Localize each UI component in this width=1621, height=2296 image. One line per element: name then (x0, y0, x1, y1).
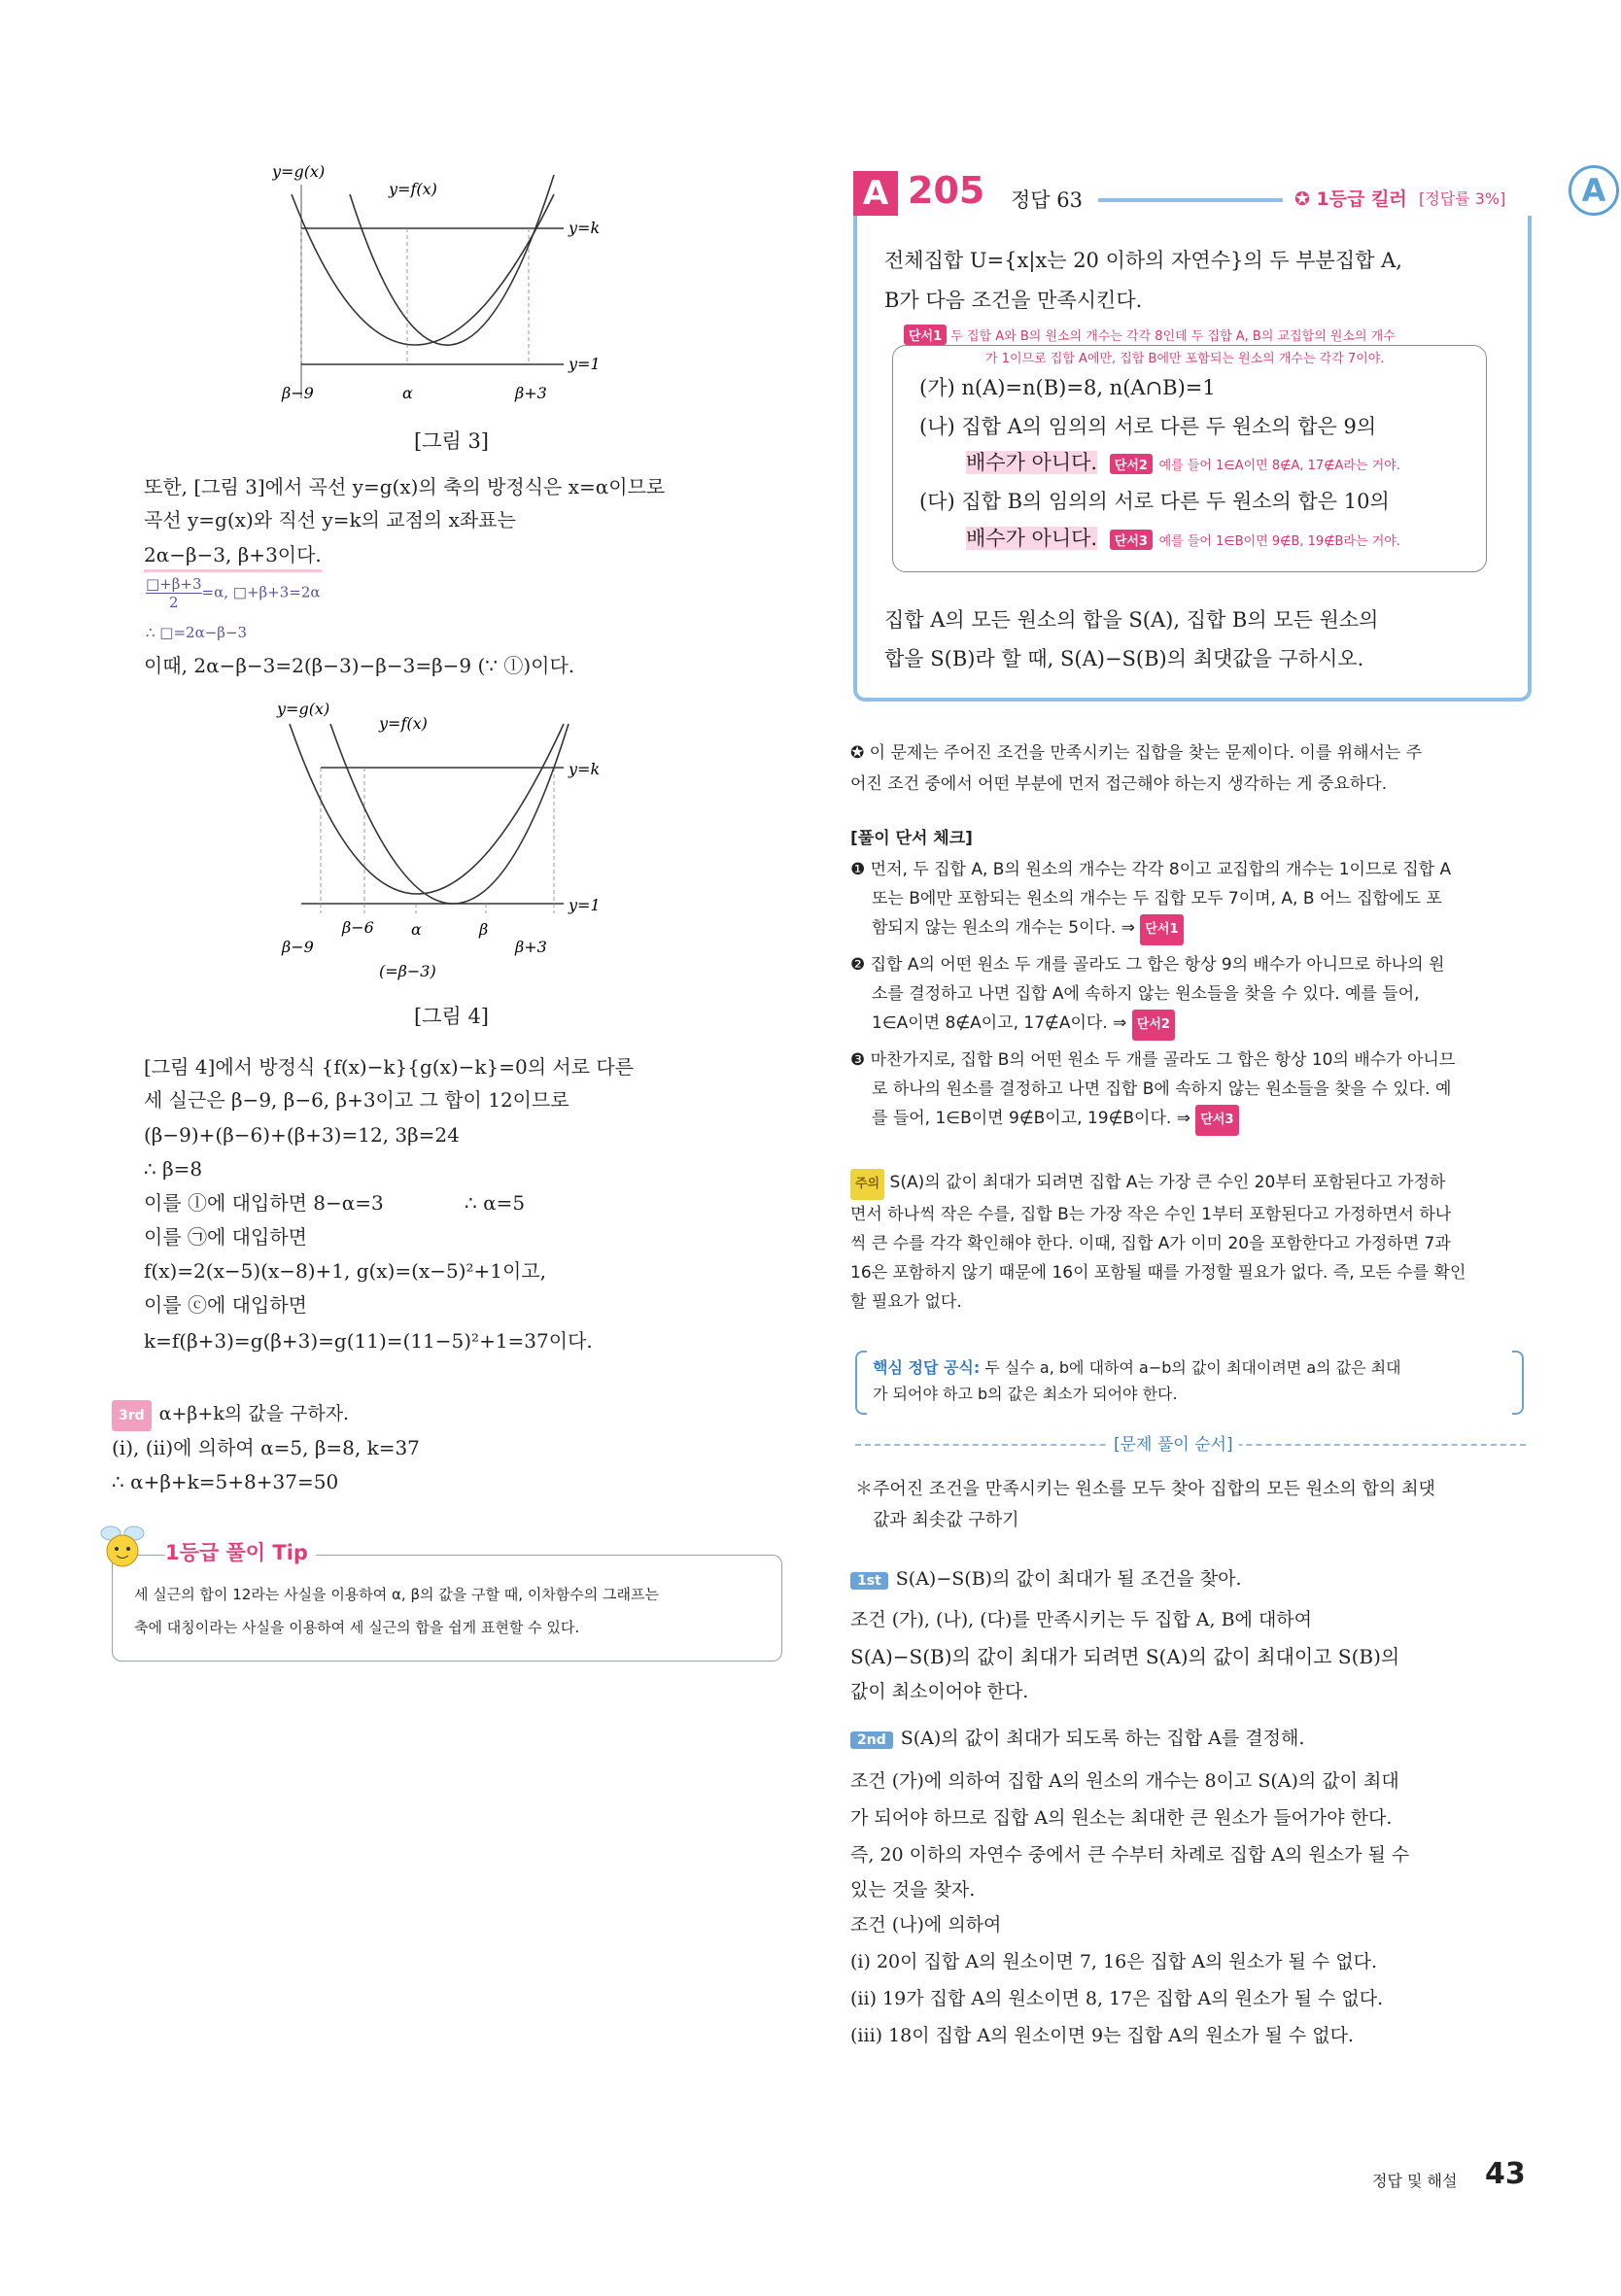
header-rule (1098, 198, 1283, 202)
figure-3-graph (272, 165, 632, 418)
question-line: 합을 S(B)라 할 때, S(A)−S(B)의 최댓값을 구하시오. (884, 647, 1364, 670)
curve-g (292, 194, 554, 345)
condition-da: (다) 집합 B의 임의의 서로 다른 두 원소의 합은 10의 (919, 490, 1390, 513)
step-badge: 3rd (112, 1400, 152, 1431)
text-line: (iii) 18이 집합 A의 원소이면 9는 집합 A의 원소가 될 수 없다. (850, 2025, 1354, 2046)
check-item-3: ❸ 마찬가지로, 집합 B의 어떤 원소 두 개를 골라도 그 합은 항상 10의 배수가 아니므 로 하나의 원소를 결정하고 나면 집합 B에 속하지 않는 원소들을 찾을 수 있다. 예 를 들어, 1∈B이면 9∉B이고, 19∉B이다. ⇒ 단서3 (850, 1045, 1531, 1136)
clue-tag: 단서3 (1110, 530, 1153, 550)
tip-box (112, 1555, 782, 1662)
label-b3: β+3 (515, 384, 547, 402)
condition-na: (나) 집합 A의 임의의 서로 다른 두 원소의 합은 9의 (919, 415, 1377, 438)
curve-f (350, 175, 554, 345)
intro-line: 어진 조건 중에서 어떤 부분에 먼저 접근해야 하는지 생각하는 게 중요하다. (850, 774, 1388, 794)
check-item-1: ❶ 먼저, 두 집합 A, B의 원소의 개수는 각각 8이고 교집합의 개수는 1이므로 집합 A 또는 B에만 포함되는 원소의 개수는 두 집합 모두 7이며, A, B 어느 집합에도 포 함되지 않는 원소의 개수는 5이다. ⇒ 단서1 (850, 855, 1531, 945)
killer-label: ✪ 1등급 킬러 (1294, 188, 1407, 210)
label-g: y=g(x) (272, 165, 326, 181)
question-line: 집합 A의 모든 원소의 합을 S(A), 집합 B의 모든 원소의 (884, 608, 1379, 632)
order-line: ＊주어진 조건을 만족시키는 원소를 모두 찾아 집합의 모든 원소의 합의 최댓 (855, 1479, 1435, 1499)
condition-da-2: 배수가 아니다. 단서3 예를 들어 1∈B이면 9∉B, 19∉B라는 거야. (966, 527, 1400, 550)
problem-number: 205 (908, 169, 985, 212)
rate-label: [정답률 3%] (1419, 189, 1506, 208)
text-line: 이를 ⓒ에 대입하면 (144, 1293, 307, 1317)
problem-line: B가 다음 조건을 만족시킨다. (884, 289, 1143, 312)
text-line: ∴ α+β+k=5+8+37=50 (112, 1470, 339, 1493)
check-title: [풀이 단서 체크] (850, 829, 973, 848)
text-line: 세 실근은 β−9, β−6, β+3이고 그 합이 12이므로 (144, 1088, 569, 1112)
label-yk: y=k (569, 760, 601, 778)
core-bracket-left (855, 1351, 867, 1415)
label-alpha: α (411, 920, 422, 939)
text-line: k=f(β+3)=g(β+3)=g(11)=(11−5)²+1=37이다. (144, 1329, 593, 1353)
label-g: y=g(x) (277, 700, 330, 718)
clue-1: 단서1 두 집합 A와 B의 원소의 개수는 각각 8인데 두 집합 A, B의 교집합의 원소의 개수 (904, 325, 1396, 345)
step-badge: 2nd (850, 1731, 893, 1749)
corner-badge: A (1569, 165, 1619, 216)
label-y1: y=1 (569, 355, 601, 373)
text-line: 곡선 y=g(x)와 직선 y=k의 교점의 x좌표는 (144, 508, 516, 531)
text-line: [그림 4]에서 방정식 {f(x)−k}{g(x)−k}=0의 서로 다른 (144, 1055, 635, 1079)
step-3-heading: 3rd α+β+k의 값을 구하자. (112, 1399, 349, 1431)
step-badge: 1st (850, 1572, 888, 1590)
figure-3-caption: [그림 3] (414, 429, 489, 453)
intro-line: ✪ 이 문제는 주어진 조건을 만족시키는 집합을 찾는 문제이다. 이를 위해서는 주 (850, 743, 1423, 763)
text-line: 또한, [그림 3]에서 곡선 y=g(x)의 축의 방정식은 x=α이므로 (144, 475, 666, 498)
text-line: ∴ α=5 (465, 1191, 526, 1215)
curve-g (290, 724, 564, 894)
tip-line: 축에 대칭이라는 사실을 이용하여 세 실근의 합을 쉽게 표현할 수 있다. (134, 1619, 580, 1636)
label-eq: (=β−3) (379, 962, 436, 980)
text-line: ∴ β=8 (144, 1157, 203, 1181)
label-b3: β+3 (515, 938, 547, 956)
clue-1-cont: 가 1이므로 집합 A에만, 집합 B에만 포함되는 원소의 개수는 각각 7이야. (985, 352, 1385, 366)
core-formula: 핵심 정답 공식: 두 실수 a, b에 대하여 a−b의 값이 최대이려면 a의 값은 최대 가 되어야 하고 b의 값은 최소가 되어야 한다. (873, 1358, 1401, 1403)
text-line: 값이 최소이어야 한다. (850, 1681, 1029, 1702)
label-b9: β−9 (282, 938, 314, 956)
check-item-2: ❷ 집합 A의 어떤 원소 두 개를 골라도 그 합은 항상 9의 배수가 아니므로 하나의 원 소를 결정하고 나면 집합 A에 속하지 않는 원소들을 찾을 수 있다. 예를 들어, 1∈A이면 8∉A이고, 17∉A이다. ⇒ 단서2 (850, 950, 1531, 1041)
text-line: 조건 (가), (나), (다)를 만족시키는 두 집합 A, B에 대하여 (850, 1609, 1313, 1630)
hint-fraction: $\frac{□+\beta+3}{2}$ =α, □+β+3=2α (146, 575, 321, 611)
order-line: 값과 최솟값 구하기 (873, 1510, 1019, 1530)
step-2-heading: 2nd S(A)의 값이 최대가 되도록 하는 집합 A를 결정해. (850, 1724, 1304, 1750)
bee-icon (95, 1524, 150, 1568)
figure-4-graph (272, 695, 632, 986)
condition-na-2: 배수가 아니다. 단서2 예를 들어 1∈A이면 8∉A, 17∉A라는 거야. (966, 451, 1400, 474)
label-f: y=f(x) (389, 180, 437, 198)
core-bracket-right (1512, 1351, 1524, 1415)
text-line: 있는 것을 찾자. (850, 1879, 976, 1901)
text-line: 조건 (나)에 의하여 (850, 1914, 1002, 1936)
curve-f (330, 724, 569, 904)
text-line: 2α−β−3, β+3이다. (144, 540, 322, 572)
figure-4-caption: [그림 4] (414, 1005, 489, 1028)
text-line: (i), (ii)에 의하여 α=5, β=8, k=37 (112, 1436, 420, 1459)
answer-label: 정답 63 (1011, 188, 1083, 212)
problem-line: 전체집합 U={x|x는 20 이하의 자연수}의 두 부분집합 A, (884, 249, 1402, 272)
text-line: 이를 ㉠에 대입하면 (144, 1225, 307, 1249)
text-line: 이를 ⓛ에 대입하면 8−α=3 (144, 1191, 384, 1215)
order-title: [문제 풀이 순서] (1108, 1430, 1239, 1455)
label-b6: β−6 (342, 918, 374, 937)
label-yk: y=k (569, 219, 601, 237)
text-line: S(A)−S(B)의 값이 최대가 되려면 S(A)의 값이 최대이고 S(B)의 (850, 1645, 1400, 1668)
note-tag: 주의 (850, 1169, 884, 1200)
label-f: y=f(x) (379, 714, 428, 733)
label-alpha: α (402, 384, 413, 402)
text-line: f(x)=2(x−5)(x−8)+1, g(x)=(x−5)²+1이고, (144, 1259, 547, 1283)
text-line: (ii) 19가 집합 A의 원소이면 8, 17은 집합 A의 원소가 될 수 없다. (850, 1988, 1384, 2009)
note-block: 주의 S(A)의 값이 최대가 되려면 집합 A는 가장 큰 수인 20부터 포함된다고 가정하 면서 하나씩 작은 수를, 집합 B는 가장 작은 수인 1부터 포함된다고 가정하면서 하나 씩 큰 수를 각각 확인해야 한다. 이때, 집합 A가 이미 20을 포함한다고 가정하면 7과 16은 포함하지 않기 때문에 16이 포함될 때를 가정할 필요가 없다. 즉, 모든 수를 확인 할 필요가 없다. (850, 1168, 1531, 1317)
footer-label: 정답 및 해설 (1372, 2172, 1458, 2190)
label-beta: β (479, 920, 489, 939)
label-b9: β−9 (282, 384, 314, 402)
text-line: (β−9)+(β−6)+(β+3)=12, 3β=24 (144, 1123, 460, 1147)
text-line: (i) 20이 집합 A의 원소이면 7, 16은 집합 A의 원소가 될 수 없다. (850, 1951, 1378, 1972)
problem-letter-badge: A (853, 171, 898, 216)
text-line: 가 되어야 하므로 집합 A의 원소는 최대한 큰 원소가 들어가야 한다. (850, 1807, 1393, 1829)
tip-line: 세 실근의 합이 12라는 사실을 이용하여 α, β의 값을 구할 때, 이차함수의 그래프는 (134, 1586, 660, 1603)
page-number: 43 (1485, 2157, 1526, 2191)
text-line: 조건 (가)에 의하여 집합 A의 원소의 개수는 8이고 S(A)의 값이 최대 (850, 1770, 1399, 1792)
tip-title: 1등급 풀이 Tip (165, 1537, 316, 1566)
clue-tag: 단서1 (904, 325, 947, 345)
step-1-heading: 1st S(A)−S(B)의 값이 최대가 될 조건을 찾아. (850, 1564, 1242, 1591)
condition-ga: (가) n(A)=n(B)=8, n(A∩B)=1 (919, 376, 1216, 399)
text-line: 이때, 2α−β−3=2(β−3)−β−3=β−9 (∵ ⓛ)이다. (144, 654, 575, 677)
text-line: 즉, 20 이하의 자연수 중에서 큰 수부터 차례로 집합 A의 원소가 될 수 (850, 1844, 1410, 1866)
clue-tag: 단서2 (1110, 454, 1153, 474)
label-y1: y=1 (569, 896, 601, 914)
hint-line: ∴ □=2α−β−3 (146, 624, 248, 641)
